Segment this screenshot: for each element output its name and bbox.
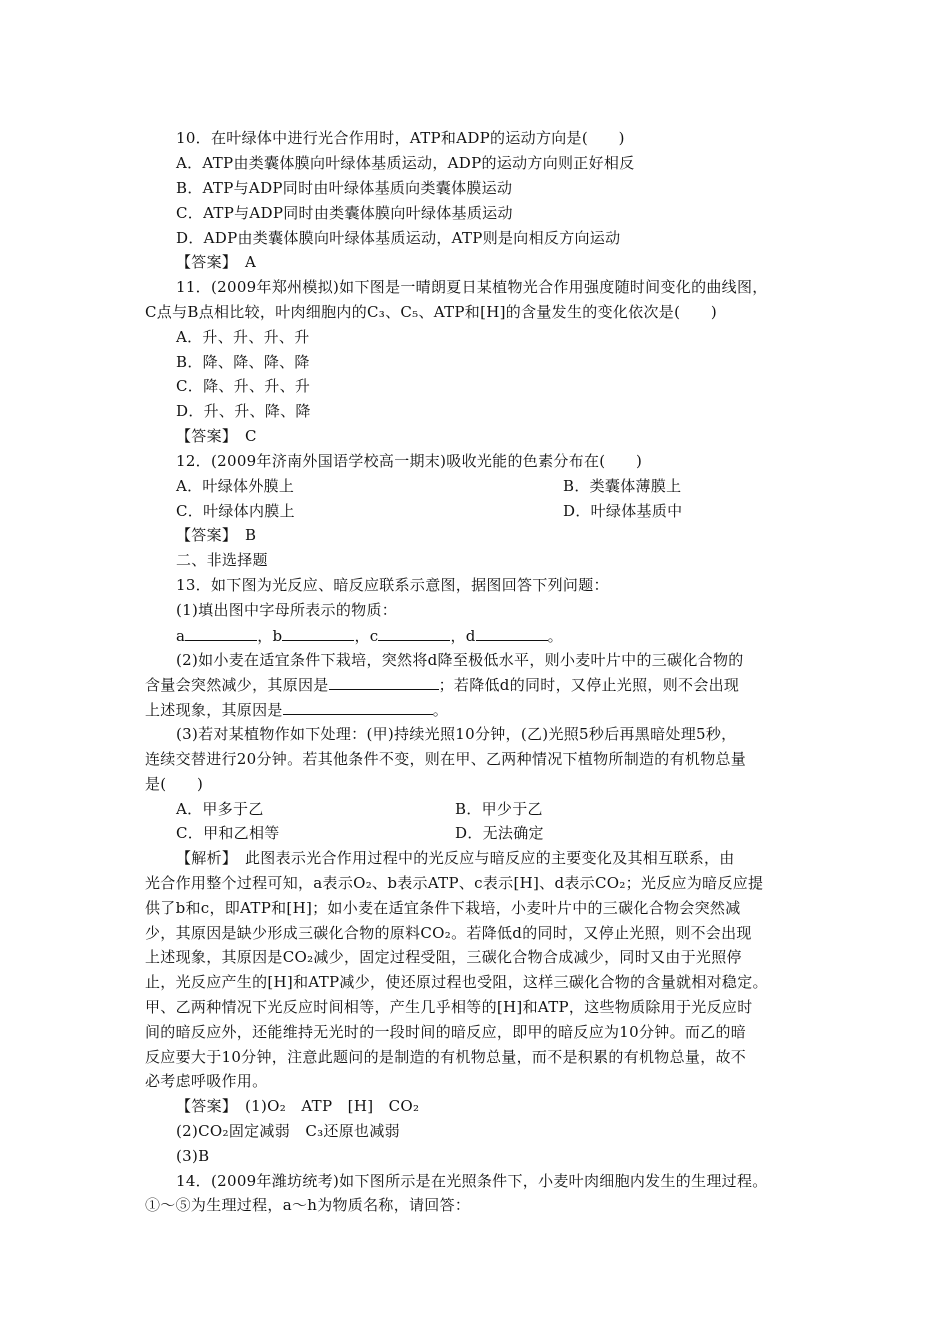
answer-blank-a bbox=[185, 624, 257, 641]
q13-part1-blanks bbox=[176, 624, 563, 647]
q13-analysis-line: 上述现象，其原因是CO₂减少，固定过程受阻，三碳化合物合成减少，同时又由于光照停 bbox=[145, 948, 742, 966]
q13-analysis-line: 【解析】 此图表示光合作用过程中的光反应与暗反应的主要变化及其相互联系，由 bbox=[176, 849, 735, 867]
answer-blank-c bbox=[378, 624, 450, 641]
blank-label-c: ，c bbox=[354, 627, 379, 645]
q10-option-b: B．ATP与ADP同时由叶绿体基质向类囊体膜运动 bbox=[176, 179, 513, 197]
q13-option-b: B．甲少于乙 bbox=[455, 800, 543, 818]
q13-option-a: A．甲多于乙 bbox=[176, 800, 264, 818]
q13-analysis-line: 间的暗反应外，还能维持无光时的一段时间的暗反应，即甲的暗反应为10分钟。而乙的暗 bbox=[145, 1023, 747, 1041]
q12-option-a: A．叶绿体外膜上 bbox=[176, 477, 295, 495]
q13-part2-line3 bbox=[145, 698, 448, 721]
q11-option-d: D．升、升、降、降 bbox=[176, 402, 311, 420]
q10-option-a: A．ATP由类囊体膜向叶绿体基质运动，ADP的运动方向则正好相反 bbox=[176, 154, 635, 172]
q13-stem: 13．如下图为光反应、暗反应联系示意图，据图回答下列问题： bbox=[176, 576, 609, 594]
q13-part3-line1: (3)若对某植物作如下处理：(甲)持续光照10分钟，(乙)光照5秒后再黑暗处理5秒， bbox=[176, 725, 737, 743]
q13-part2-line2 bbox=[145, 673, 739, 696]
answer-blank-reason1 bbox=[329, 673, 439, 690]
q10-option-d: D．ADP由类囊体膜向叶绿体基质运动，ATP则是向相反方向运动 bbox=[176, 229, 621, 247]
q12-stem: 12．(2009年济南外国语学校高一期末)吸收光能的色素分布在( ) bbox=[176, 452, 643, 470]
section-heading: 二、非选择题 bbox=[176, 551, 268, 569]
q12-option-b: B．类囊体薄膜上 bbox=[563, 477, 682, 495]
q11-stem-line2: C点与B点相比较，叶肉细胞内的C₃、C₅、ATP和[H]的含量发生的变化依次是( ) bbox=[145, 303, 717, 321]
q13-part1: (1)填出图中字母所表示的物质： bbox=[176, 601, 398, 619]
q13-analysis-line: 光合作用整个过程可知，a表示O₂、b表示ATP、c表示[H]、d表示CO₂；光反应为暗反应提 bbox=[145, 874, 764, 892]
q11-answer: 【答案】 C bbox=[176, 427, 257, 445]
q10-option-c: C．ATP与ADP同时由类囊体膜向叶绿体基质运动 bbox=[176, 204, 513, 222]
q13-part2-line1: (2)如小麦在适宜条件下栽培，突然将d降至极低水平，则小麦叶片中的三碳化合物的 bbox=[176, 651, 744, 669]
q13-part2-text-c: 上述现象，其原因是 bbox=[145, 701, 283, 719]
q13-option-c: C．甲和乙相等 bbox=[176, 824, 280, 842]
answer-blank-reason2 bbox=[283, 698, 433, 715]
q13-part2-text-b: ；若降低d的同时，又停止光照，则不会出现 bbox=[438, 676, 740, 694]
blank-label-a: a bbox=[176, 627, 186, 645]
answer-blank-b bbox=[282, 624, 354, 641]
q13-answer-line3: (3)B bbox=[176, 1147, 210, 1165]
q13-option-d: D．无法确定 bbox=[455, 824, 544, 842]
q12-option-d: D．叶绿体基质中 bbox=[563, 502, 683, 520]
q13-part2-text-a: 含量会突然减少，其原因是 bbox=[145, 676, 329, 694]
q11-option-b: B．降、降、降、降 bbox=[176, 353, 310, 371]
q11-option-a: A．升、升、升、升 bbox=[176, 328, 310, 346]
q11-option-c: C．降、升、升、升 bbox=[176, 377, 311, 395]
q13-analysis-line: 必考虑呼吸作用。 bbox=[145, 1072, 268, 1090]
q14-stem-line1: 14．(2009年潍坊统考)如下图所示是在光照条件下，小麦叶肉细胞内发生的生理过程。 bbox=[176, 1172, 768, 1190]
q13-analysis-line: 甲、乙两种情况下光反应时间相等，产生几乎相等的[H]和ATP，这些物质除用于光反应时 bbox=[145, 998, 753, 1016]
q14-stem-line2: ①～⑤为生理过程，a～h为物质名称，请回答： bbox=[145, 1196, 471, 1214]
q13-part3-line2: 连续交替进行20分钟。若其他条件不变，则在甲、乙两种情况下植物所制造的有机物总量 bbox=[145, 750, 747, 768]
q13-part3-line3: 是( ) bbox=[145, 775, 204, 793]
q10-answer: 【答案】 A bbox=[176, 253, 257, 271]
q10-stem: 10．在叶绿体中进行光合作用时，ATP和ADP的运动方向是( ) bbox=[176, 129, 625, 147]
q12-option-c: C．叶绿体内膜上 bbox=[176, 502, 295, 520]
q13-analysis-line: 反应要大于10分钟，注意此题问的是制造的有机物总量，而不是积累的有机物总量，故不 bbox=[145, 1048, 747, 1066]
q13-answer-line2: (2)CO₂固定减弱 C₃还原也减弱 bbox=[176, 1122, 400, 1140]
q13-analysis-line: 供了b和c，即ATP和[H]；如小麦在适宜条件下栽培，小麦叶片中的三碳化合物会突然减 bbox=[145, 899, 741, 917]
q13-answer-line1: 【答案】 (1)O₂ ATP [H] CO₂ bbox=[176, 1097, 420, 1115]
blank-label-b: ，b bbox=[257, 627, 283, 645]
blank-end: 。 bbox=[547, 627, 563, 645]
answer-blank-d bbox=[476, 624, 548, 641]
q13-analysis-line: 止，光反应产生的[H]和ATP减少，使还原过程也受阻，这样三碳化合物的含量就相对稳定。 bbox=[145, 973, 768, 991]
q13-analysis-line: 少，其原因是缺少形成三碳化合物的原料CO₂。若降低d的同时，又停止光照，则不会出现 bbox=[145, 924, 752, 942]
q11-stem-line1: 11．(2009年郑州模拟)如下图是一晴朗夏日某植物光合作用强度随时间变化的曲线图， bbox=[176, 278, 768, 296]
q13-part2-text-d: 。 bbox=[432, 701, 449, 719]
blank-label-d: ，d bbox=[450, 627, 476, 645]
q12-answer: 【答案】 B bbox=[176, 526, 257, 544]
